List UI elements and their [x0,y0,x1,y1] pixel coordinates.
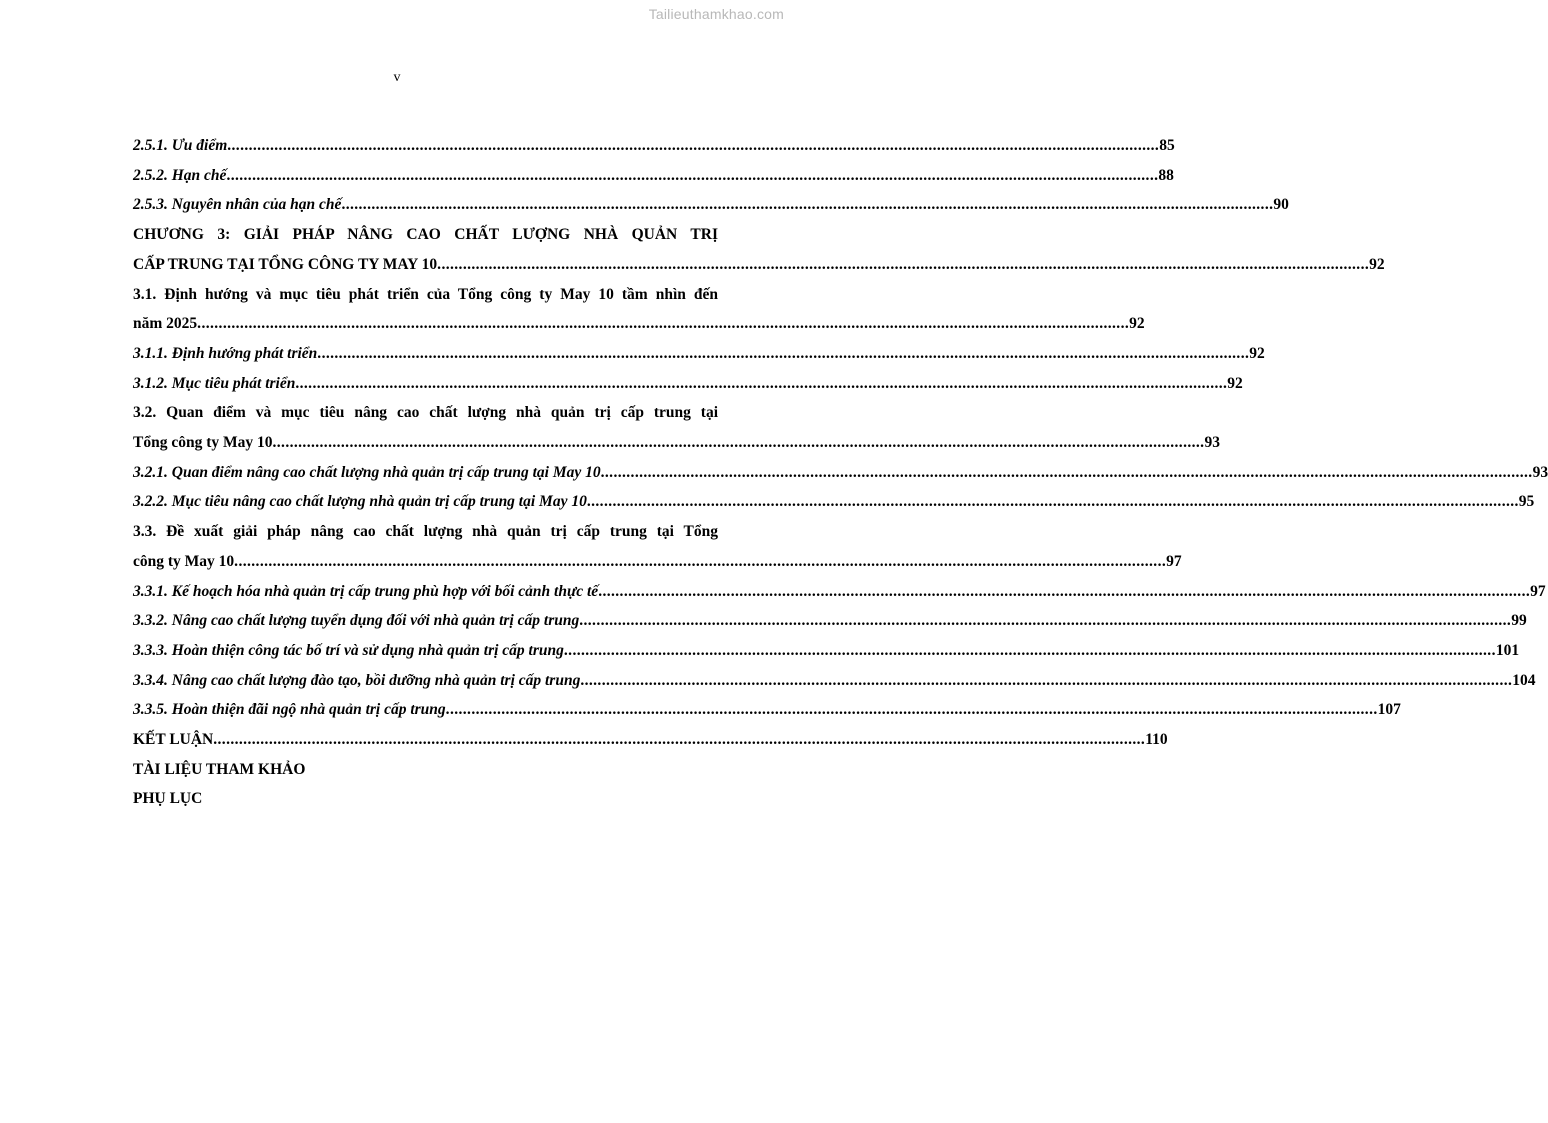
toc-entry-page: 104 [1512,671,1536,689]
toc-entry-page: 99 [1511,612,1527,630]
toc-entry-title: 3.3.3. Hoàn thiện công tác bố trí và sử dụng nhà quản trị cấp trung [133,641,564,659]
toc-entry-title-line1: 3.1. Định hướng và mục tiêu phát triển của Tổng công ty May 10 tầm nhìn đến [133,285,718,303]
dot-leader: .......................................................................................................................................................................................................................... [226,166,1159,184]
dot-leader: .......................................................................................................................................................................................................................... [563,641,1496,659]
toc-entry-title-line1: 3.2. Quan điểm và mục tiêu nâng cao chất lượng nhà quản trị cấp trung tại [133,404,718,422]
toc-entry[interactable] [133,190,1289,220]
toc-entry[interactable] [133,161,1174,191]
toc-entry-page: 92 [1249,344,1265,362]
toc-entry[interactable] [133,755,718,785]
table-of-contents [133,131,1548,814]
toc-entry[interactable] [133,398,1220,457]
toc-entry-title: 2.5.1. Ưu điểm [133,137,228,154]
toc-entry-page: 90 [1273,196,1289,214]
toc-entry-title: năm 2025 [133,315,198,333]
toc-entry-page: 92 [1129,315,1145,333]
toc-entry[interactable] [133,220,1385,279]
toc-entry-page: 107 [1377,701,1401,719]
toc-entry-title: 3.3.4. Nâng cao chất lượng đào tạo, bồi dưỡng nhà quản trị cấp trung [133,671,581,689]
toc-entry[interactable] [133,725,1168,755]
toc-entry-title: KẾT LUẬN [133,731,214,749]
dot-leader: .......................................................................................................................................................................................................................... [234,552,1167,570]
toc-entry[interactable] [133,369,1243,399]
dot-leader: .......................................................................................................................................................................................................................... [341,196,1274,214]
toc-entry[interactable] [133,517,1182,576]
dot-leader: .......................................................................................................................................................................................................................... [272,434,1205,452]
toc-entry-title: 3.3.1. Kế hoạch hóa nhà quản trị cấp trung phù hợp với bối cảnh thực tế [133,582,599,600]
toc-entry[interactable] [133,606,1527,636]
toc-entry[interactable] [133,636,1520,666]
dot-leader: .......................................................................................................................................................................................................................... [586,493,1519,511]
toc-entry-title-line1: CHƯƠNG 3: GIẢI PHÁP NÂNG CAO CHẤT LƯỢNG NHÀ QUẢN TRỊ [133,226,718,244]
toc-entry-title: 3.1.1. Định hướng phát triển [133,344,318,362]
dot-leader: .......................................................................................................................................................................................................................... [213,731,1146,749]
toc-entry[interactable] [133,131,1175,161]
toc-entry-title: 2.5.3. Nguyên nhân của hạn chế [133,196,342,214]
dot-leader: .......................................................................................................................................................................................................................... [317,344,1250,362]
toc-entry-title: 3.3.2. Nâng cao chất lượng tuyển dụng đối với nhà quản trị cấp trung [133,612,580,630]
toc-entry-page: 88 [1158,166,1174,184]
watermark: Tailieuthamkhao.com [648,6,784,22]
toc-entry-title: công ty May 10 [133,552,235,570]
toc-entry-title: Tổng công ty May 10 [133,434,273,452]
toc-entry-title: PHỤ LỤC [133,790,203,808]
dot-leader: .......................................................................................................................................................................................................................... [445,701,1378,719]
toc-entry-title: 3.3.5. Hoàn thiện đãi ngộ nhà quản trị cấp trung [133,701,446,719]
toc-entry-page: 93 [1204,434,1220,452]
page-number: v [393,70,401,85]
toc-entry[interactable] [133,487,1535,517]
toc-entry-title: 3.2.1. Quan điểm nâng cao chất lượng nhà quản trị cấp trung tại May 10 [133,463,601,481]
toc-entry[interactable] [133,339,1265,369]
toc-entry[interactable] [133,666,1536,696]
toc-entry[interactable] [133,280,1145,339]
toc-entry[interactable] [133,695,1401,725]
dot-leader: .......................................................................................................................................................................................................................... [295,374,1228,392]
dot-leader: .......................................................................................................................................................................................................................... [598,582,1531,600]
dot-leader: .......................................................................................................................................................................................................................... [600,463,1533,481]
dot-leader: .......................................................................................................................................................................................................................... [197,315,1130,333]
toc-entry-page: 101 [1495,641,1520,659]
toc-entry-page: 97 [1530,582,1546,600]
toc-entry-page: 92 [1227,374,1243,392]
dot-leader: .......................................................................................................................................................................................................................... [227,137,1160,154]
toc-entry-page: 93 [1532,463,1548,481]
toc-entry-title: 2.5.2. Hạn chế [133,166,227,184]
toc-entry[interactable] [133,784,718,814]
dot-leader: .......................................................................................................................................................................................................................... [579,612,1512,630]
toc-entry-title: 3.2.2. Mục tiêu nâng cao chất lượng nhà quản trị cấp trung tại May 10 [133,493,587,511]
toc-entry-title: 3.1.2. Mục tiêu phát triển [133,374,296,392]
toc-entry-page: 85 [1159,137,1175,154]
dot-leader: .......................................................................................................................................................................................................................... [437,255,1370,273]
toc-entry[interactable] [133,577,1546,607]
toc-entry[interactable] [133,458,1548,488]
toc-entry-page: 110 [1145,731,1168,749]
toc-entry-page: 97 [1166,552,1182,570]
toc-entry-title-line1: 3.3. Đề xuất giải pháp nâng cao chất lượng nhà quản trị cấp trung tại Tổng [133,523,718,541]
toc-entry-title: CẤP TRUNG TẠI TỔNG CÔNG TY MAY 10 [133,255,438,273]
toc-entry-page: 95 [1518,493,1535,511]
dot-leader: .......................................................................................................................................................................................................................... [580,671,1513,689]
toc-entry-page: 92 [1369,255,1385,273]
toc-entry-title: TÀI LIỆU THAM KHẢO [133,760,306,778]
